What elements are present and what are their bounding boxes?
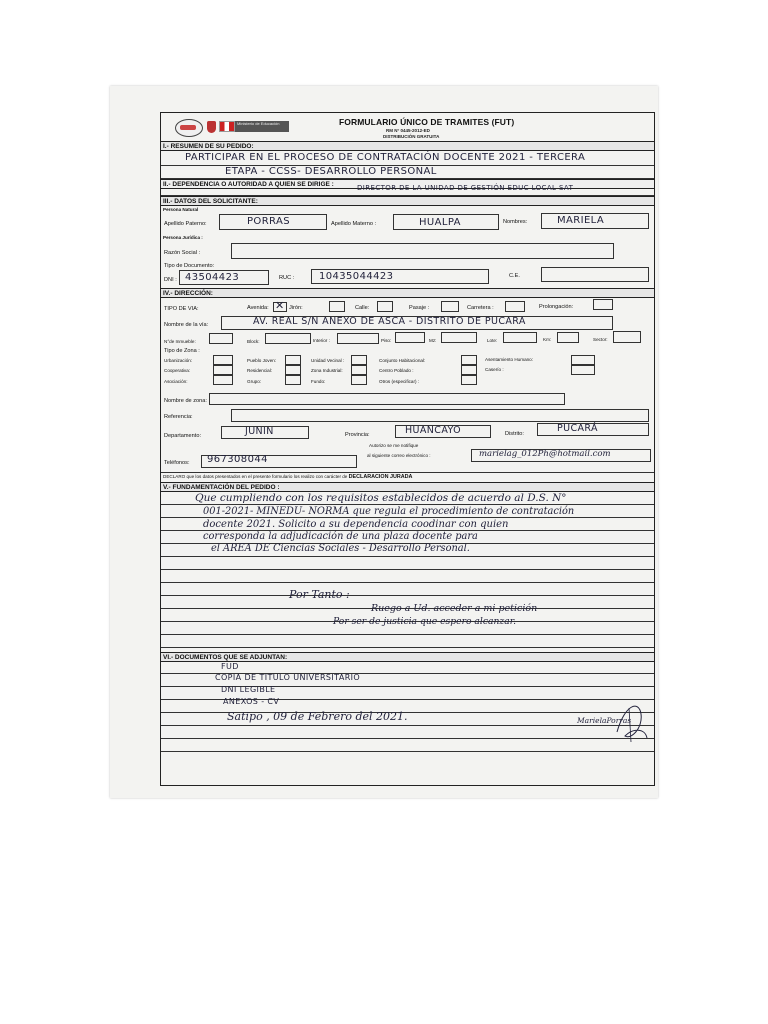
nombres-label: Nombres: (503, 219, 528, 225)
justicia-line: Por ser de justicia que espero alcanzar. (333, 616, 516, 627)
section-address-header: IV.- DIRECCIÓN: (161, 288, 654, 298)
asentamiento-label: Asentamiento Humano: (485, 357, 534, 362)
pasaje-label: Pasaje : (409, 305, 430, 311)
caserio-checkbox[interactable] (571, 365, 595, 375)
piso-label: Piso: (381, 338, 392, 343)
provincia-label: Provincia: (345, 432, 370, 438)
telefonos-label: Teléfonos: (164, 460, 190, 466)
foundation-rule-11 (161, 634, 654, 635)
ruego-line: Ruego a Ud. acceder a mi petición (371, 603, 538, 614)
ce-field[interactable] (541, 267, 649, 282)
dni-value: 43504423 (185, 272, 240, 283)
cooperativa-label: Cooperativa: (164, 368, 191, 373)
carretera-label: Carretera : (467, 305, 494, 311)
ministry-logo (235, 121, 289, 132)
unidad-vecinal-checkbox[interactable] (351, 355, 367, 365)
interior-label: Interior : (313, 338, 330, 343)
unidad-vecinal-label: Unidad Vecinal : (311, 358, 345, 363)
ministry-logo-text: Ministerio de Educación (237, 121, 280, 126)
telefonos-value: 967308044 (207, 454, 268, 465)
paterno-value: PORRAS (247, 216, 290, 227)
foundation-line-3: docente 2021. Solicito a su dependencia coodinar con quien (203, 519, 509, 530)
section-applicant-header: III.- DATOS DEL SOLICITANTE: (161, 196, 654, 206)
document-item-2: COPIA DE TITULO UNIVERSITARIO (215, 673, 361, 682)
nombre-via-value: AV. REAL S/N ANEXO DE ASCA - DISTRITO DE PUCARA (253, 316, 526, 327)
nombres-value: MARIELA (557, 215, 605, 226)
calle-checkbox[interactable] (377, 301, 393, 312)
provincia-value: HUANCAYO (405, 425, 462, 436)
conjunto-checkbox[interactable] (461, 355, 477, 365)
zona-industrial-checkbox[interactable] (351, 365, 367, 375)
foundation-line-1: Que cumpliendo con los requisitos establecidos de acuerdo al D.S. N° (195, 492, 567, 504)
ruc-value: 10435044423 (319, 271, 394, 282)
foundation-line-2: 001-2021- MINEDU- NORMA que regula el procedimiento de contratación (203, 506, 575, 517)
asociacion-label: Asociación: (164, 379, 188, 384)
correo-label: al siguiente correo electrónico : (367, 453, 431, 458)
asociacion-checkbox[interactable] (213, 375, 233, 385)
materno-value: HUALPA (419, 217, 461, 228)
foundation-rule-5 (161, 556, 654, 557)
calle-label: Calle: (355, 305, 370, 311)
nombre-zona-label: Nombre de zona: (164, 398, 207, 404)
residencial-label: Residencial: (247, 368, 273, 373)
summary-line-1: PARTICIPAR EN EL PROCESO DE CONTRATACIÓN DOCENTE 2021 - TERCERA (185, 152, 586, 163)
distrito-label: Distrito: (505, 431, 524, 437)
lote-label: Lote: (487, 338, 498, 343)
section-authority-header: II.- DEPENDENCIA O AUTORIDAD A QUIEN SE DIRIGE : (161, 179, 654, 189)
foundation-rule-2 (161, 517, 654, 518)
section-foundation-header: V.- FUNDAMENTACIÓN DEL PEDIDO : (161, 482, 654, 492)
foundation-rule-20 (161, 751, 654, 752)
grupo-label: Grupo: (247, 379, 262, 384)
scanned-page (110, 86, 658, 798)
institution-logo (175, 119, 203, 137)
foundation-rule-12 (161, 647, 654, 648)
declaro-rule (161, 472, 654, 473)
jiron-label: Jirón: (289, 305, 303, 311)
km-field[interactable] (557, 332, 579, 343)
pasaje-checkbox[interactable] (441, 301, 459, 312)
resolution-number: RM N° 0445-2012-ED (386, 128, 430, 133)
summary-line-2: ETAPA - CCSS- DESARROLLO PERSONAL (225, 166, 437, 177)
declaro-bold: DECLARACION JURADA (348, 474, 413, 480)
foundation-rule-1 (161, 504, 654, 505)
sector-field[interactable] (613, 331, 641, 343)
otros-label: Otros (especificar) : (379, 379, 420, 384)
fundo-checkbox[interactable] (351, 375, 367, 385)
avenida-check-mark: ✕ (275, 299, 285, 312)
interior-field[interactable] (337, 333, 379, 344)
foundation-rule-6 (161, 569, 654, 570)
foundation-rule-8 (161, 595, 654, 596)
referencia-label: Referencia: (164, 414, 193, 420)
centro-poblado-label: Centro Poblado : (379, 368, 414, 373)
foundation-line-4: corresponda la adjudicación de una plaza docente para (203, 531, 478, 542)
foundation-line-5: el AREA DE Ciencias Sociales - Desarrollo Personal. (211, 543, 470, 554)
pueblo-joven-label: Pueblo Joven: (247, 358, 277, 363)
sector-label: Sector: (593, 337, 608, 342)
lote-field[interactable] (503, 332, 537, 343)
declaro-text-span: DECLARO que los datos presentados en el presente formulario los realizo con carácter de (163, 474, 348, 479)
nombre-zona-field[interactable] (209, 393, 565, 405)
block-label: Block: (247, 339, 260, 344)
place-date: Satipo , 09 de Febrero del 2021. (227, 710, 408, 723)
por-tanto: Por Tanto : (289, 588, 350, 601)
residencial-checkbox[interactable] (285, 365, 301, 375)
block-field[interactable] (265, 333, 311, 344)
ruc-label: RUC : (279, 275, 295, 281)
prolongacion-label: Prolongación: (539, 304, 574, 310)
ce-label: C.E. (509, 273, 520, 279)
peru-flag-icon (219, 121, 235, 132)
inmueble-field[interactable] (209, 333, 233, 344)
dni-label: DNI : (164, 277, 177, 283)
urbanizacion-checkbox[interactable] (213, 355, 233, 365)
distribution-note: DISTRIBUCIÓN GRATUITA (383, 134, 440, 139)
tipo-via-label: TIPO DE VIA: (164, 306, 199, 312)
jiron-checkbox[interactable] (329, 301, 345, 312)
avenida-label: Avenida: (247, 305, 269, 311)
inmueble-label: N°de Inmueble: (164, 339, 196, 344)
autorizo-label: Autorizo se me notifique (369, 443, 419, 448)
pueblo-joven-checkbox[interactable] (285, 355, 301, 365)
shield-icon (207, 121, 216, 133)
foundation-rule-7 (161, 582, 654, 583)
materno-label: Apellido Materno : (331, 221, 377, 227)
persona-natural-label: Persona Natural (163, 207, 199, 212)
nombre-via-label: Nombre de la vía: (164, 322, 209, 328)
centro-poblado-checkbox[interactable] (461, 365, 477, 375)
referencia-field[interactable] (231, 409, 649, 422)
declaro-text (163, 474, 412, 480)
grupo-checkbox[interactable] (285, 375, 301, 385)
carretera-checkbox[interactable] (505, 301, 525, 312)
razon-social-field[interactable] (231, 243, 614, 259)
km-label: Km: (543, 337, 552, 342)
caserio-label: Caserío : (485, 367, 504, 372)
document-item-4: ANEXOS - CV (223, 697, 280, 706)
tipo-documento-label: Tipo de Documento: (164, 263, 215, 269)
document-item-3: DNI LEGIBLE (221, 685, 276, 694)
correo-value: marielag_012Ph@hotmail.com (479, 449, 611, 459)
authority-value: DIRECTOR DE LA UNIDAD DE GESTIÓN EDUC LOCAL SAT (357, 184, 574, 192)
urbanizacion-label: Urbanización: (164, 358, 193, 363)
section-summary-header: I.- RESUMEN DE SU PEDIDO: (161, 141, 654, 151)
mz-field[interactable] (441, 332, 477, 343)
signature-flourish (611, 698, 651, 744)
paterno-label: Apellido Paterno: (164, 221, 207, 227)
form-title: FORMULARIO ÚNICO DE TRAMITES (FUT) (339, 117, 515, 127)
document-item-1: FUD (221, 662, 239, 671)
signature: MarielaPorras (577, 716, 632, 725)
tipo-zona-label: Tipo de Zona : (164, 348, 200, 354)
asentamiento-checkbox[interactable] (571, 355, 595, 365)
foundation-rule-19 (161, 738, 654, 739)
piso-field[interactable] (395, 332, 425, 343)
distrito-value: PUCARÁ (557, 423, 598, 434)
foundation-rule-18 (161, 725, 654, 726)
section-documents-header: VI.- DOCUMENTOS QUE SE ADJUNTAN: (161, 652, 654, 662)
fundo-label: Fundo: (311, 379, 326, 384)
departamento-label: Departamento: (164, 433, 202, 439)
persona-juridica-label: Persona Jurídica : (163, 235, 203, 240)
otros-checkbox[interactable] (461, 375, 477, 385)
conjunto-label: Conjunto Habitacional: (379, 358, 426, 363)
prolongacion-checkbox[interactable] (593, 299, 613, 310)
razon-social-label: Razón Social : (164, 250, 201, 256)
departamento-value: JUNIN (245, 426, 274, 437)
cooperativa-checkbox[interactable] (213, 365, 233, 375)
fut-form (160, 112, 655, 786)
mz-label: Mz: (429, 338, 437, 343)
zona-industrial-label: Zona Industrial: (311, 368, 343, 373)
